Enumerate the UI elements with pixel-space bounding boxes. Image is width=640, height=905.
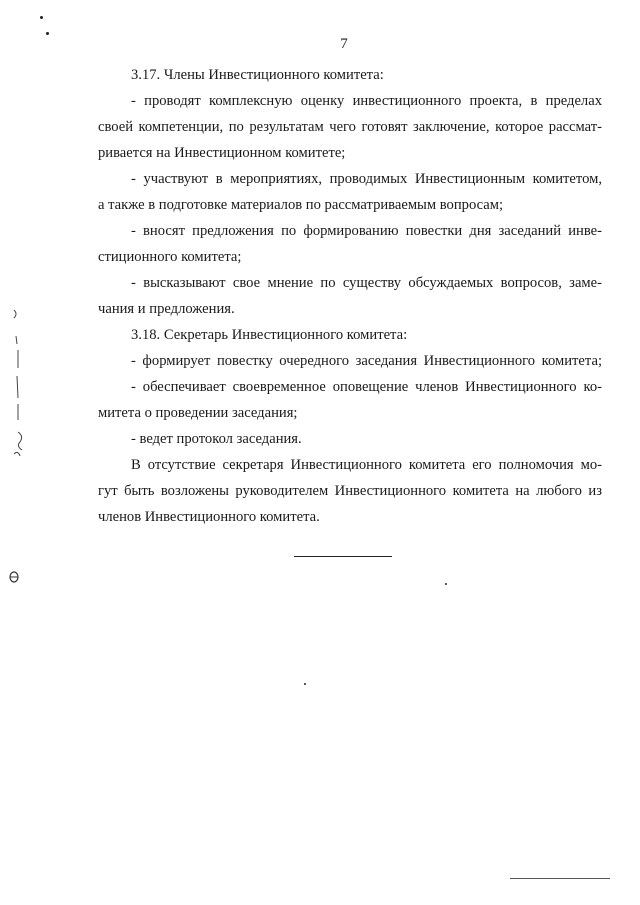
text-line: стиционного комитета; (98, 249, 242, 265)
footer-line (510, 878, 610, 879)
scan-dot (304, 683, 306, 685)
margin-scribble (8, 306, 28, 466)
text-line: чания и предложения. (98, 301, 235, 317)
text-line: В отсутствие секретаря Инвестиционного комитета его полномочия мо- (131, 457, 602, 473)
scan-dot (445, 583, 447, 585)
text-line: ривается на Инвестиционном комитете; (98, 145, 346, 161)
text-line: гут быть возложены руководителем Инвестиционного комитета на любого из (98, 483, 602, 499)
scan-dot (46, 32, 49, 35)
text-line: - проводят комплексную оценку инвестиционного проекта, в пределах (131, 93, 602, 109)
text-line: - участвуют в мероприятиях, проводимых Инвестиционным комитетом, (131, 171, 602, 187)
margin-mark (8, 568, 20, 584)
text-line: - высказывают свое мнение по существу обсуждаемых вопросов, заме- (131, 275, 602, 291)
text-line: - вносят предложения по формированию повестки дня заседаний инве- (131, 223, 602, 239)
text-line: а также в подготовке материалов по рассматриваемым вопросам; (98, 197, 504, 213)
text-line: членов Инвестиционного комитета. (98, 509, 320, 525)
scan-dot (40, 16, 43, 19)
text-line: - ведет протокол заседания. (131, 431, 302, 447)
text-line: - обеспечивает своевременное оповещение членов Инвестиционного ко- (131, 379, 602, 395)
page-number: 7 (340, 36, 348, 52)
text-line: - формирует повестку очередного заседания Инвестиционного комитета; (131, 353, 602, 369)
text-line: 3.17. Члены Инвестиционного комитета: (131, 67, 384, 83)
text-line: своей компетенции, по результатам чего готовят заключение, которое рассмат- (98, 119, 602, 135)
separator-line (294, 556, 392, 557)
document-body (98, 62, 602, 530)
text-line: 3.18. Секретарь Инвестиционного комитета: (131, 327, 408, 343)
text-line: митета о проведении заседания; (98, 405, 298, 421)
